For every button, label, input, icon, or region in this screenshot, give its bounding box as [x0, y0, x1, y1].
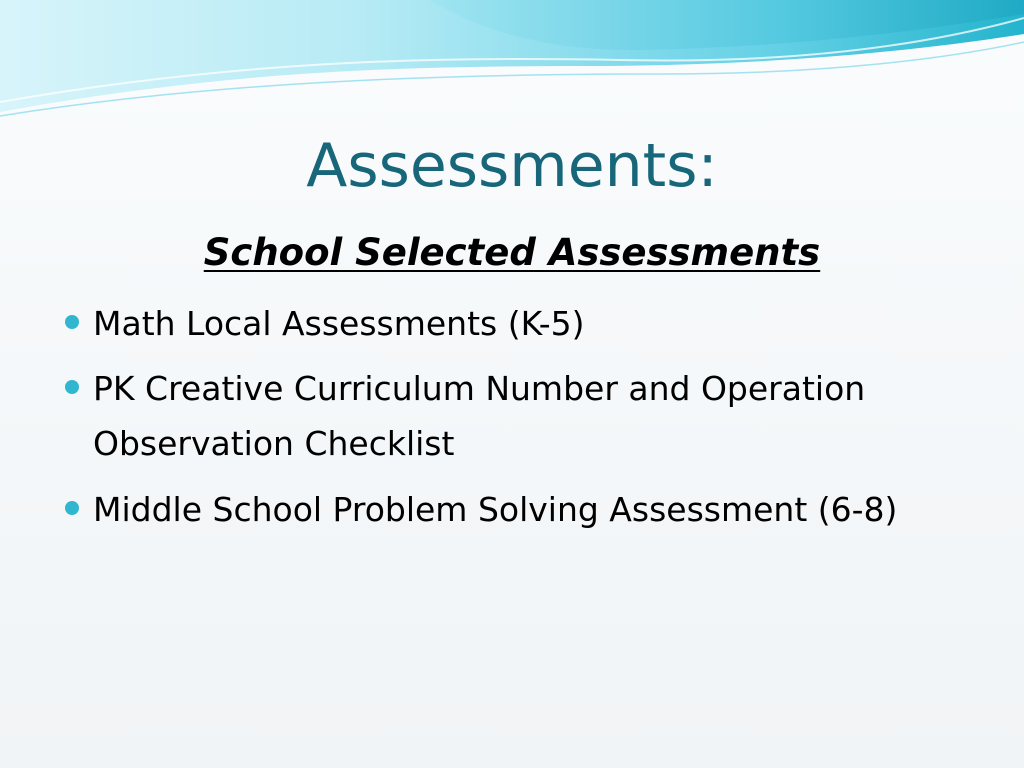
bullet-text: PK Creative Curriculum Number and Operation Observation Checklist: [93, 369, 866, 463]
bullet-dot-icon: [65, 315, 79, 329]
bullet-dot-icon: [65, 501, 79, 515]
slide-title: Assessments:: [306, 131, 718, 201]
slide-subtitle: School Selected Assessments: [203, 231, 821, 274]
bullet-text: Middle School Problem Solving Assessment (6-8): [93, 490, 898, 529]
bullet-item: [93, 361, 968, 471]
bullet-item: [93, 482, 968, 537]
bullet-dot-icon: [65, 380, 79, 394]
bullet-text: Math Local Assessments (K-5): [93, 304, 585, 343]
bullet-item: [93, 296, 968, 351]
